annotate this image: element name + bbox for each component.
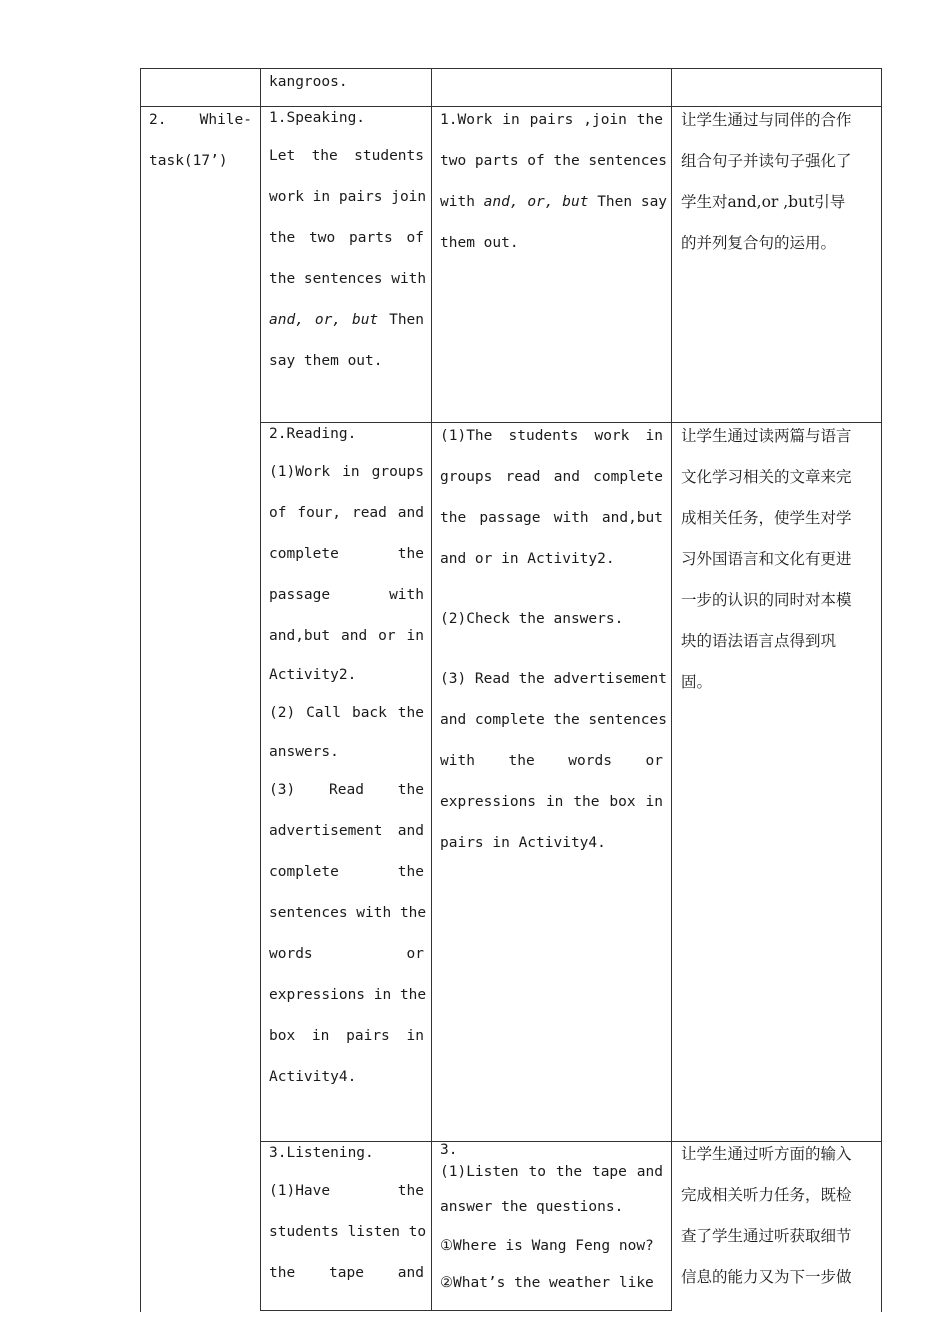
row0-activity-text: kangroos. bbox=[269, 74, 348, 90]
conjunction-but: but bbox=[351, 312, 379, 328]
row-divider-4 bbox=[260, 1310, 672, 1311]
purpose-line: 让学生通过读两篇与语言 bbox=[681, 427, 852, 445]
purpose-line: 一步的认识的同时对本模 bbox=[681, 591, 852, 609]
listening-title: 3.Listening. bbox=[269, 1145, 374, 1161]
listening-line: (1)Have the bbox=[269, 1183, 424, 1199]
listening-purpose-cell bbox=[681, 1134, 867, 1298]
purpose-line: 的并列复合句的运用。 bbox=[681, 234, 837, 252]
student-line: with the words or bbox=[440, 753, 663, 769]
student-then: Then say bbox=[597, 194, 668, 210]
col-divider-1 bbox=[260, 68, 261, 1311]
speaking-line: Let the students bbox=[269, 148, 424, 164]
purpose-line: 学生对and,or ,but引导 bbox=[681, 193, 846, 211]
listening-line: students listen to bbox=[269, 1224, 427, 1240]
student-line: groups read and complete bbox=[440, 469, 663, 485]
student-line: (3) Read the advertisement bbox=[440, 671, 667, 687]
table-border-top bbox=[140, 68, 882, 69]
reading-line: words or bbox=[269, 946, 424, 962]
conjunction-and: and, bbox=[269, 312, 304, 328]
conjunction-or: or, bbox=[314, 312, 342, 328]
student-line: expressions in the box in bbox=[440, 794, 663, 810]
speaking-student-cell bbox=[440, 100, 668, 264]
reading-callback: (2) Call back the bbox=[269, 705, 424, 721]
question-2: ②What’s the weather like bbox=[440, 1275, 654, 1291]
reading-line: (1)Work in groups bbox=[269, 464, 424, 480]
reading-line: and,but and or in bbox=[269, 628, 424, 644]
student-line: (1)The students work in bbox=[440, 428, 663, 444]
student-line-last: answer the questions. bbox=[440, 1199, 624, 1215]
question-1: ①Where is Wang Feng now? bbox=[440, 1238, 654, 1254]
student-with: with bbox=[440, 194, 475, 210]
purpose-line: 块的语法语言点得到巩 bbox=[681, 632, 837, 650]
purpose-line: 习外国语言和文化有更进 bbox=[681, 550, 852, 568]
student-line: two parts of the sentences bbox=[440, 153, 667, 169]
reading-line-last: Activity2. bbox=[269, 667, 357, 683]
speaking-conjunction-line bbox=[269, 300, 424, 341]
listening-student-cell bbox=[440, 1140, 663, 1302]
purpose-line-last: 固。 bbox=[681, 673, 713, 691]
reading-line: complete the bbox=[269, 546, 424, 562]
stage-number: 2. bbox=[149, 112, 167, 128]
student-number: 3. bbox=[440, 1142, 458, 1158]
speaking-line: work in pairs join bbox=[269, 189, 427, 205]
purpose-line: 让学生通过听方面的输入 bbox=[681, 1145, 852, 1163]
purpose-line: 文化学习相关的文章来完 bbox=[681, 468, 852, 486]
reading-line: (3) Read the bbox=[269, 782, 424, 798]
reading-line-end: Activity4. bbox=[269, 1069, 357, 1085]
reading-activity-cell bbox=[269, 416, 427, 1098]
student-conjunction-line bbox=[440, 182, 668, 223]
purpose-line: 组合句子并读句子强化了 bbox=[681, 152, 852, 170]
col-divider-2 bbox=[431, 68, 432, 1311]
row0-activity-cell bbox=[269, 62, 424, 103]
reading-line: passage with bbox=[269, 587, 424, 603]
purpose-line: 信息的能力又为下一步做 bbox=[681, 1268, 852, 1286]
speaking-line-last: say them out. bbox=[269, 353, 383, 369]
speaking-then: Then bbox=[389, 312, 425, 328]
speaking-title: 1.Speaking. bbox=[269, 110, 366, 126]
student-line: the passage with and,but bbox=[440, 510, 663, 526]
reading-student-cell bbox=[440, 416, 667, 864]
stage-heading bbox=[149, 100, 252, 141]
reading-callback-last: answers. bbox=[269, 744, 339, 760]
reading-line: of four, read and bbox=[269, 505, 424, 521]
reading-line: sentences with the bbox=[269, 905, 427, 921]
col-divider-3 bbox=[671, 68, 672, 1311]
purpose-line: 成相关任务，使学生对学 bbox=[681, 509, 852, 527]
stage-word: While- bbox=[199, 112, 252, 128]
student-line: 1.Work in pairs ,join the bbox=[440, 112, 663, 128]
purpose-line: 让学生通过与同伴的合作 bbox=[681, 111, 852, 129]
speaking-line: the sentences with bbox=[269, 271, 427, 287]
listening-activity-cell bbox=[269, 1135, 427, 1294]
reading-title: 2.Reading. bbox=[269, 426, 357, 442]
stage-duration: task(17’) bbox=[149, 153, 228, 169]
col-border-right bbox=[881, 68, 882, 1312]
listening-line: the tape and bbox=[269, 1265, 424, 1281]
reading-line: advertisement and bbox=[269, 823, 424, 839]
student-line: and complete the sentences bbox=[440, 712, 667, 728]
conjunction-but: but bbox=[562, 194, 589, 210]
reading-purpose-cell bbox=[681, 416, 867, 703]
reading-line: expressions in the bbox=[269, 987, 427, 1003]
student-line-last: and or in Activity2. bbox=[440, 551, 615, 567]
stage-cell bbox=[149, 100, 252, 182]
speaking-purpose-cell bbox=[681, 100, 867, 264]
speaking-activity-cell bbox=[269, 100, 427, 382]
purpose-line: 查了学生通过听获取细节 bbox=[681, 1227, 852, 1245]
student-line: (1)Listen to the tape and bbox=[440, 1164, 663, 1180]
col-border-left bbox=[140, 68, 141, 1312]
student-check: (2)Check the answers. bbox=[440, 611, 624, 627]
speaking-line: the two parts of bbox=[269, 230, 424, 246]
conjunction-or: or, bbox=[527, 194, 554, 210]
conjunction-and: and, bbox=[483, 194, 519, 210]
student-line-last: them out. bbox=[440, 235, 519, 251]
reading-line: box in pairs in bbox=[269, 1028, 424, 1044]
reading-line: complete the bbox=[269, 864, 424, 880]
student-line-end: pairs in Activity4. bbox=[440, 835, 606, 851]
purpose-line: 完成相关听力任务，既检 bbox=[681, 1186, 852, 1204]
